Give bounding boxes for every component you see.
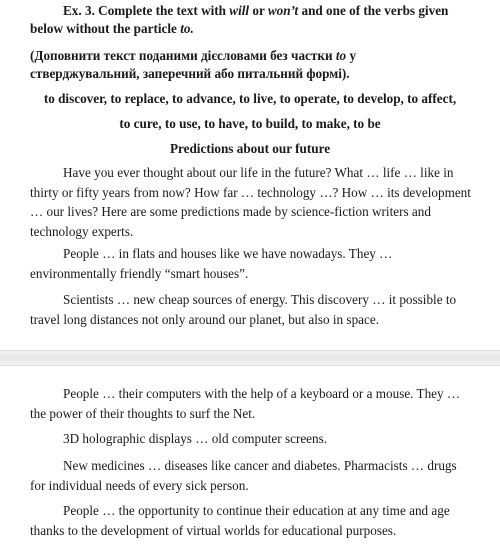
paragraph-1: Have you ever thought about our life in the future? What … life … like in thirty or fifty years from now? How far … technology …? How … its development … our lives? Here are some predictions made by science-fiction writers and technology experts. [30,165,471,239]
word-will: will [229,3,250,18]
word-wont: won’t [267,3,299,18]
paragraph-7: People … the opportunity to continue their education at any time and age thanks to the development of virtual worlds for educational purposes. [30,503,450,538]
word-to: to. [180,21,194,36]
text-title: Predictions about our future [169,141,331,156]
paragraph-4: People … their computers with the help of a keyboard or a mouse. They … the power of their thoughts to surf the Net. [30,386,461,421]
paragraph-5: 3D holographic displays … old computer screens. [63,431,328,446]
exercise-number: Ex. 3. [63,3,95,18]
paragraph-3: Scientists … new cheap sources of energy. This discovery … it possible to travel long distances not only around our planet, but also in space. [30,292,457,327]
page-break [0,350,500,366]
verb-list-line1: to discover, to replace, to advance, to live, to operate, to develop, to affect, [43,91,457,106]
task-translation-line1: (Доповнити текст поданими дієсловами без частки to у [30,48,357,63]
verb-list-line2: to cure, to use, to have, to build, to make, to be [119,116,381,131]
paragraph-2: People … in flats and houses like we have nowadays. They … environmentally friendly “smart houses”. [30,246,393,281]
page-bottom [0,366,500,552]
task-instruction-line1: Ex. 3. Complete the text with will or won’t and one of the verbs given [63,3,449,18]
task-instruction-line2: below without the particle to. [30,21,194,36]
task-translation-line2: стверджувальний, заперечний або питальний формі). [30,66,350,81]
paragraph-6: New medicines … diseases like cancer and diabetes. Pharmacists … drugs for individual needs of every sick person. [30,458,457,493]
